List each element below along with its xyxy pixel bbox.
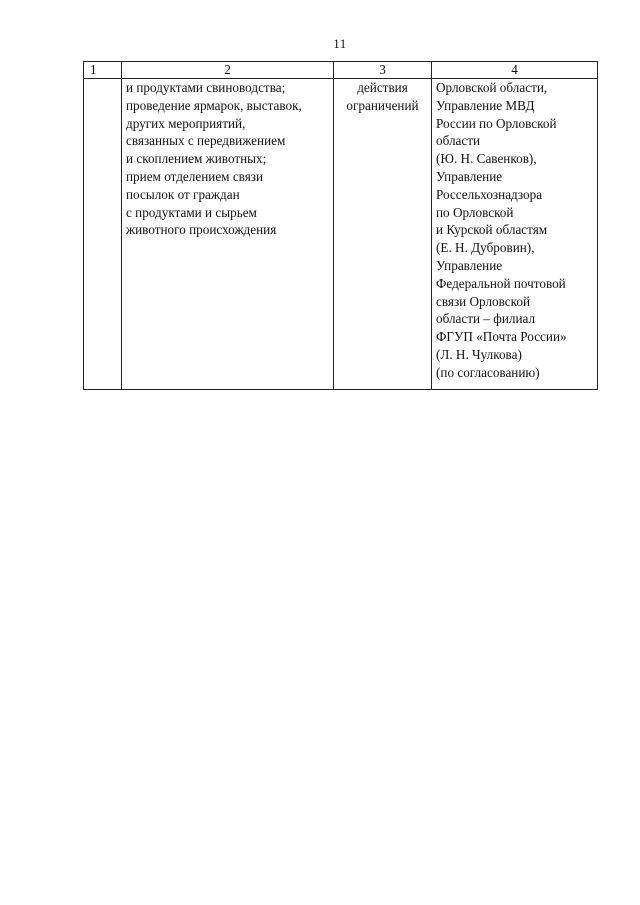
text-line: и продуктами свиноводства; [126, 80, 286, 95]
cell-col-2-measures [122, 79, 334, 390]
text-line: связи Орловской [436, 293, 531, 309]
text-line: и Курской областям [436, 222, 548, 238]
text-line: прием отделением связи [126, 168, 264, 184]
text-line: Россельхознадзора [436, 186, 543, 202]
text-line: области – филиал [436, 311, 536, 327]
text-line: Федеральной почтовой [436, 275, 566, 291]
table-header-row [84, 62, 598, 79]
text-line: области [436, 133, 481, 149]
text-line: (по согласованию) [436, 364, 540, 380]
cell-col-3-period [334, 79, 432, 390]
text-line: Управление [436, 168, 503, 184]
text-line: (Ю. Н. Савенков), [436, 151, 537, 167]
text-line: животного происхождения [126, 222, 277, 238]
text-line: Орловской области, [436, 80, 548, 95]
cell-col-1 [84, 79, 122, 390]
text-line: действия [357, 80, 408, 95]
text-line: посылок от граждан [126, 186, 240, 202]
cell-col-4-responsible [432, 79, 598, 390]
text-line: по Орловской [436, 204, 514, 220]
text-line: ограничений [346, 97, 419, 113]
column-header-3: 3 [334, 62, 432, 79]
document-table [83, 61, 598, 390]
text-line: других мероприятий, [126, 115, 246, 131]
column-header-2: 2 [122, 62, 334, 79]
text-line: и скоплением животных; [126, 151, 267, 167]
text-line: ФГУП «Почта России» [436, 329, 567, 345]
column-header-1: 1 [84, 62, 122, 79]
text-line: Управление МВД [436, 97, 535, 113]
column-header-4: 4 [432, 62, 598, 79]
page-number: 11 [333, 36, 347, 51]
text-line: (Е. Н. Дубровин), [436, 240, 535, 256]
text-line: с продуктами и сырьем [126, 204, 257, 220]
text-line: России по Орловской [436, 115, 557, 131]
text-line: связанных с передвижением [126, 133, 286, 149]
text-line: проведение ярмарок, выставок, [126, 97, 302, 113]
text-line: (Л. Н. Чулкова) [436, 346, 522, 362]
table-row [84, 79, 598, 390]
text-line: Управление [436, 257, 503, 273]
